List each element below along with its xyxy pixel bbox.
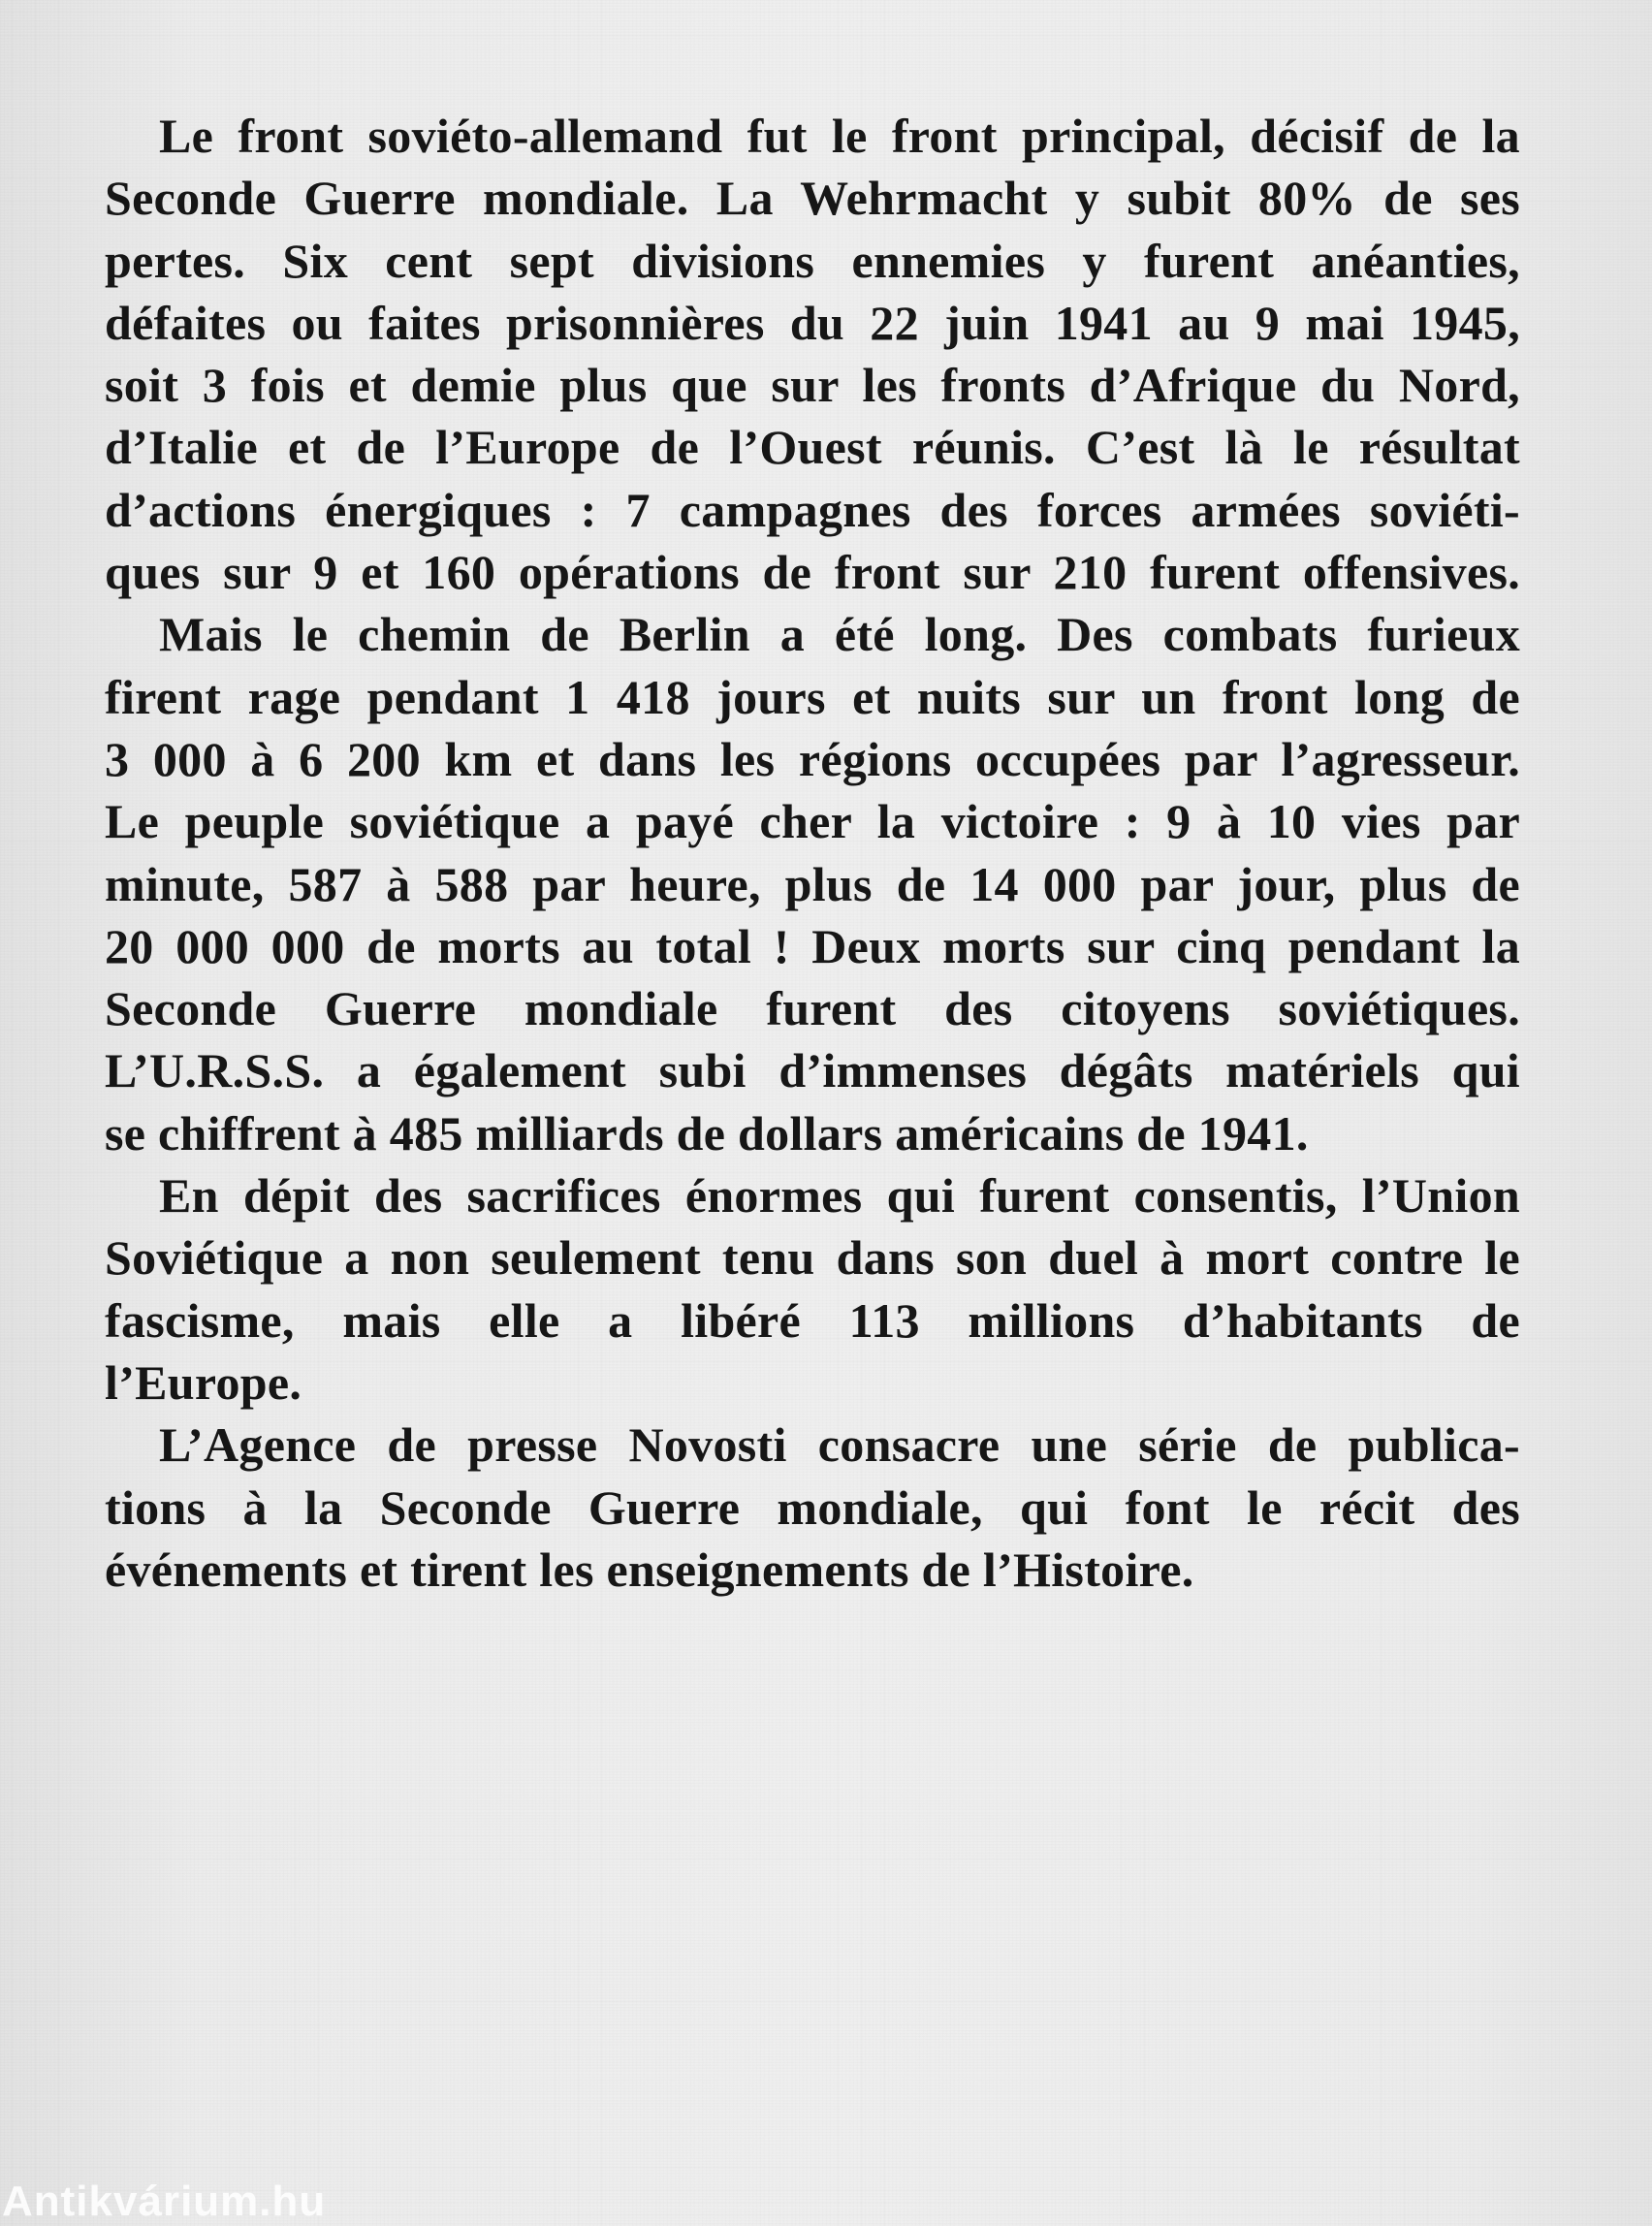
text-line: L’Agence de presse Novosti consacre une série de publica-: [159, 1417, 1520, 1473]
text-line: 3 000 à 6 200 km et dans les régions occupées par l’agresseur.: [105, 731, 1520, 786]
text-line: se chiffrent à 485 milliards de dollars américains de 1941.: [105, 1105, 1309, 1161]
text-line: l’Europe.: [105, 1354, 302, 1410]
text-line: ques sur 9 et 160 opérations de front sur 210 furent offensives.: [105, 545, 1520, 600]
watermark: Antikvárium.hu: [2, 2178, 327, 2225]
text-line: minute, 587 à 588 par heure, plus de 14 000 par jour, plus de: [105, 856, 1520, 911]
text-line: En dépit des sacrifices énormes qui furent consentis, l’Union: [159, 1168, 1520, 1224]
text-line: pertes. Six cent sept divisions ennemies y furent anéanties,: [105, 233, 1520, 288]
text-line: Mais le chemin de Berlin a été long. Des combats furieux: [159, 607, 1520, 662]
text-line: Soviétique a non seulement tenu dans son duel à mort contre le: [105, 1230, 1520, 1286]
paragraph-1: [105, 105, 1520, 603]
text-line: d’Italie et de l’Europe de l’Ouest réunis. C’est là le résultat: [105, 420, 1520, 475]
text-line: d’actions énergiques : 7 campagnes des forces armées soviéti-: [105, 482, 1520, 537]
paragraph-2: [105, 603, 1520, 1164]
text-line: Le front soviéto-allemand fut le front principal, décisif de la: [159, 109, 1520, 163]
text-line: tions à la Seconde Guerre mondiale, qui font le récit des: [105, 1479, 1520, 1535]
text-line: Seconde Guerre mondiale. La Wehrmacht y subit 80% de ses: [105, 171, 1520, 226]
text-line: Seconde Guerre mondiale furent des citoyens soviétiques.: [105, 981, 1520, 1036]
body-text: [105, 105, 1520, 1601]
text-line: Le peuple soviétique a payé cher la victoire : 9 à 10 vies par: [105, 794, 1520, 849]
text-line: soit 3 fois et demie plus que sur les fronts d’Afrique du Nord,: [105, 358, 1520, 413]
text-line: fascisme, mais elle a libéré 113 millions d’habitants de: [105, 1292, 1520, 1348]
paragraph-3: [105, 1164, 1520, 1414]
text-line: firent rage pendant 1 418 jours et nuits sur un front long de: [105, 669, 1520, 724]
text-line: événements et tirent les enseignements de l’Histoire.: [105, 1542, 1194, 1597]
text-line: 20 000 000 de morts au total ! Deux morts sur cinq pendant la: [105, 918, 1520, 973]
text-line: L’U.R.S.S. a également subi d’immenses dégâts matériels qui: [105, 1043, 1520, 1098]
paragraph-4: [105, 1414, 1520, 1601]
text-line: défaites ou faites prisonnières du 22 juin 1941 au 9 mai 1945,: [105, 295, 1520, 350]
